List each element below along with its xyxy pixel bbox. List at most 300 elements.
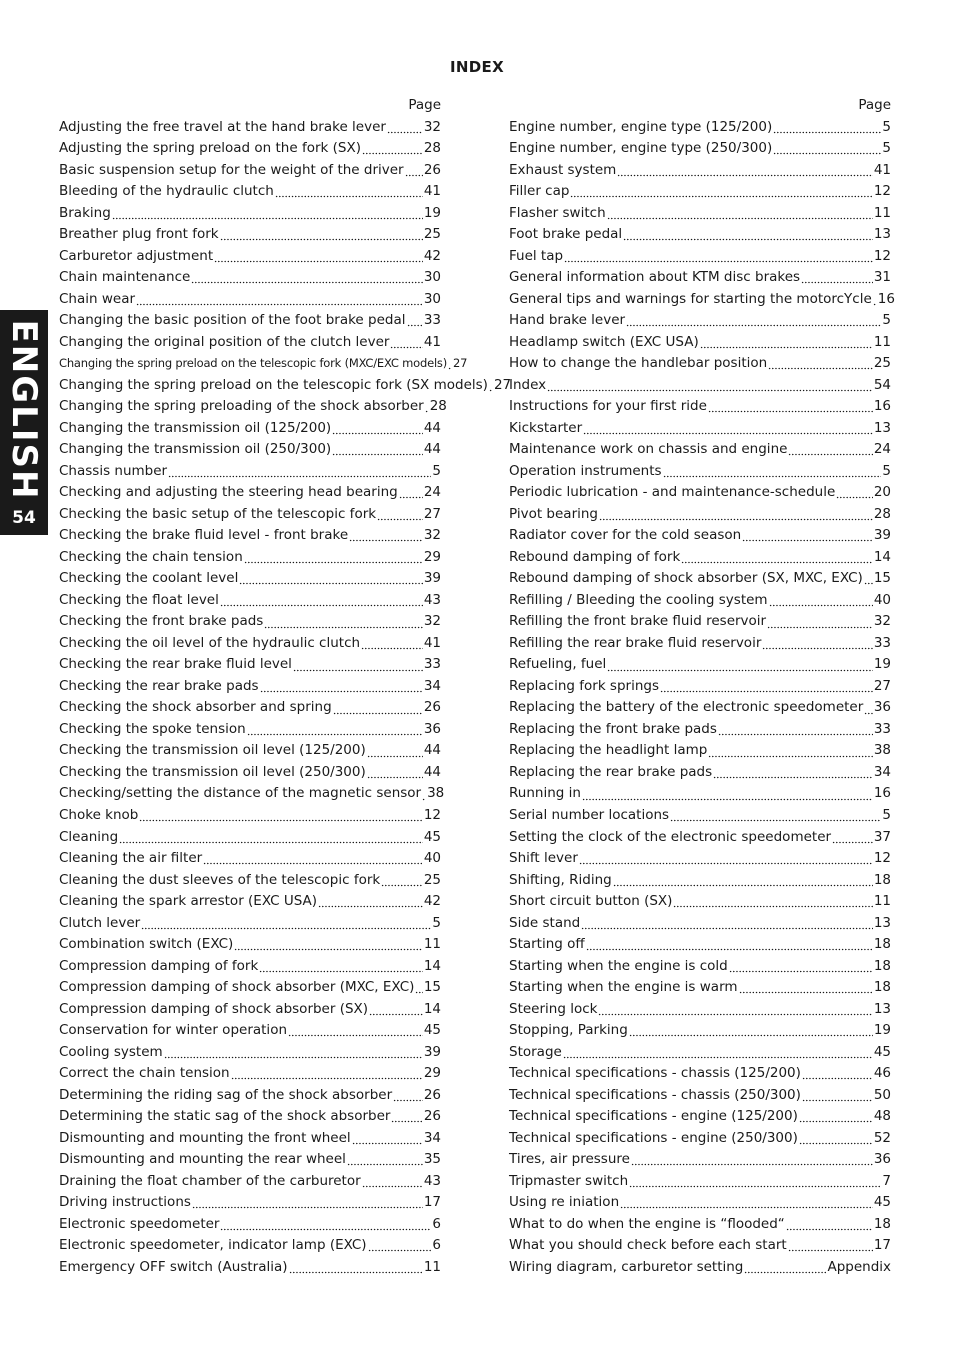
index-entry-text: Stopping, Parking [509, 1022, 628, 1039]
dot-leader [832, 840, 873, 844]
index-list-right [509, 117, 895, 1279]
index-entry [59, 504, 441, 526]
index-entry-text: Determining the riding sag of the shock absorber [59, 1086, 393, 1103]
index-entry-page: 41 [423, 183, 441, 200]
index-entry [59, 568, 441, 590]
dot-leader [264, 625, 422, 629]
dot-leader [390, 345, 422, 349]
index-entry [509, 827, 891, 849]
index-entry-page: 18 [873, 979, 891, 996]
dot-leader [393, 1098, 423, 1102]
dot-leader [773, 130, 881, 134]
index-entry-page: 11 [873, 893, 891, 910]
index-entry-page: 46 [873, 1065, 891, 1082]
index-entry [509, 999, 891, 1021]
index-entry [59, 848, 441, 870]
dot-leader [220, 238, 423, 242]
index-entry-text: What you should check before each start [509, 1237, 787, 1254]
index-entry-text: Changing the spring preload on the telescopic fork (MXC/EXC models) [59, 356, 448, 371]
index-entry-page: 5 [882, 118, 891, 135]
index-entry-text: Changing the basic position of the foot brake pedal [59, 312, 406, 329]
dot-leader [631, 1163, 873, 1167]
index-entry [59, 482, 441, 504]
index-entry-page: 18 [873, 957, 891, 974]
index-entry-page: 45 [873, 1043, 891, 1060]
dot-leader [405, 173, 423, 177]
dot-leader [407, 324, 423, 328]
index-entry [509, 913, 891, 935]
index-entry-page: 5 [882, 312, 891, 329]
dot-leader [768, 367, 873, 371]
index-entry-text: Electronic speedometer [59, 1215, 220, 1232]
index-entry-page: 24 [873, 441, 891, 458]
index-entry [509, 740, 891, 762]
dot-leader [617, 173, 872, 177]
index-entry-text: Maintenance work on chassis and engine [509, 441, 788, 458]
index-entry [509, 160, 891, 182]
index-entry [59, 246, 441, 268]
index-entry-page: 5 [432, 914, 441, 931]
index-entry [59, 1042, 441, 1064]
index-entry [509, 203, 891, 225]
dot-leader [332, 453, 423, 457]
dot-leader [729, 969, 873, 973]
index-entry [59, 181, 441, 203]
dot-leader [802, 1077, 873, 1081]
index-entry-text: Bleeding of the hydraulic clutch [59, 183, 274, 200]
index-entry [59, 525, 441, 547]
index-entry [59, 870, 441, 892]
index-entry [59, 332, 441, 354]
index-entry [509, 396, 891, 418]
language-label: ENGLISH [4, 319, 44, 501]
index-entry-text: Breather plug front fork [59, 226, 219, 243]
index-entry-page: 12 [873, 247, 891, 264]
dot-leader [332, 431, 423, 435]
index-entry-page: 39 [423, 570, 441, 587]
index-entry [509, 1020, 891, 1042]
dot-leader [660, 690, 873, 694]
index-entry-page: 44 [423, 419, 441, 436]
dot-leader [425, 410, 429, 414]
index-entry-text: Compression damping of shock absorber (SX) [59, 1000, 369, 1017]
dot-leader [381, 883, 423, 887]
index-entry [509, 762, 891, 784]
index-entry [509, 332, 891, 354]
index-entry-text: Basic suspension setup for the weight of the driver [59, 161, 404, 178]
index-entry-page: 37 [873, 828, 891, 845]
index-entry [509, 1235, 891, 1257]
dot-leader [570, 195, 872, 199]
index-entry-page: 19 [873, 1022, 891, 1039]
index-entry-text: Checking the shock absorber and spring [59, 699, 332, 716]
index-entry-page: 11 [423, 1258, 441, 1275]
index-entry [509, 1192, 891, 1214]
index-entry-page: 17 [873, 1237, 891, 1254]
page-column-header: Page [858, 97, 891, 113]
index-entry [59, 719, 441, 741]
index-entry [59, 611, 441, 633]
index-entry-text: Starting when the engine is cold [509, 957, 728, 974]
index-entry-text: Replacing the rear brake pads [509, 763, 713, 780]
index-entry [509, 1214, 891, 1236]
index-entry [509, 418, 891, 440]
index-entry-text: Cleaning the dust sleeves of the telescopic fork [59, 871, 381, 888]
index-entry-page: 35 [423, 1151, 441, 1168]
dot-leader [275, 195, 423, 199]
index-entry-text: Technical specifications - engine (125/200) [509, 1108, 798, 1125]
index-entry [59, 224, 441, 246]
dot-leader [352, 1141, 423, 1145]
index-entry-text: How to change the handlebar position [509, 355, 768, 372]
index-entry-text: Replacing the battery of the electronic speedometer [509, 699, 864, 716]
dot-leader [563, 1055, 873, 1059]
dot-leader [387, 130, 423, 134]
dot-leader [586, 948, 873, 952]
index-entry [509, 1171, 891, 1193]
index-entry-page: 54 [873, 376, 891, 393]
index-entry-text: Foot brake pedal [509, 226, 623, 243]
index-entry-text: Shifting, Riding [509, 871, 612, 888]
index-entry [509, 676, 891, 698]
dot-leader [203, 862, 423, 866]
index-entry-text: Determining the static sag of the shock absorber [59, 1108, 391, 1125]
index-entry-text: Refilling the rear brake fluid reservoir [509, 634, 762, 651]
index-entry-page: 26 [423, 699, 441, 716]
index-entry-text: Setting the clock of the electronic speedometer [509, 828, 832, 845]
index-entry [509, 1042, 891, 1064]
dot-leader [607, 668, 873, 672]
index-entry-page: 5 [882, 462, 891, 479]
index-entry-page: 28 [423, 140, 441, 157]
index-entry-page: 41 [423, 634, 441, 651]
index-entry-page: 45 [423, 828, 441, 845]
index-entry [59, 418, 441, 440]
index-entry-page: 14 [873, 548, 891, 565]
index-entry-page: 19 [873, 656, 891, 673]
index-entry-page: 25 [423, 226, 441, 243]
index-entry-page: 38 [873, 742, 891, 759]
index-entry-page: 45 [873, 1194, 891, 1211]
index-entry [59, 697, 441, 719]
index-entry-text: Shift lever [509, 850, 578, 867]
page-column-header: Page [408, 97, 441, 113]
index-entry [59, 547, 441, 569]
index-entry-page: 44 [423, 441, 441, 458]
dot-leader [673, 905, 872, 909]
index-entry [509, 977, 891, 999]
index-entry [59, 461, 441, 483]
index-entry-page: 11 [873, 333, 891, 350]
index-entry [59, 1192, 441, 1214]
index-entry [59, 934, 441, 956]
index-entry-page: 13 [873, 419, 891, 436]
dot-leader [377, 518, 423, 522]
index-entry-text: Checking the transmission oil level (125/200) [59, 742, 366, 759]
index-entry [59, 289, 441, 311]
index-entry [59, 740, 441, 762]
index-entry [509, 246, 891, 268]
dot-leader [836, 496, 873, 500]
dot-leader [583, 431, 873, 435]
index-entry-text: Checking the oil level of the hydraulic clutch [59, 634, 361, 651]
index-entry-page: 36 [423, 720, 441, 737]
index-entry-text: Checking the rear brake fluid level [59, 656, 292, 673]
index-entry [59, 977, 441, 999]
dot-leader [367, 776, 423, 780]
index-entry-page: 30 [423, 269, 441, 286]
dot-leader [448, 367, 452, 371]
index-entry-page: 7 [882, 1172, 891, 1189]
index-entry-text: Refilling the front brake fluid reservoir [509, 613, 767, 630]
page-number: 54 [12, 508, 36, 528]
dot-leader [767, 625, 873, 629]
dot-leader [259, 969, 423, 973]
index-entry-text: Periodic lubrication - and maintenance-schedule [509, 484, 836, 501]
index-entry-text: Using re iniation [509, 1194, 620, 1211]
index-entry-page: 15 [873, 570, 891, 587]
dot-leader [700, 345, 873, 349]
dot-leader [623, 238, 873, 242]
index-entry-text: Replacing fork springs [509, 677, 659, 694]
index-entry-text: Checking the rear brake pads [59, 677, 259, 694]
index-entry-text: Chain maintenance [59, 269, 191, 286]
dot-leader [802, 1098, 873, 1102]
dot-leader [581, 926, 873, 930]
index-entry-text: Correct the chain tension [59, 1065, 230, 1082]
index-entry-text: Emergency OFF switch (Australia) [59, 1258, 288, 1275]
index-entry-page: 26 [423, 1108, 441, 1125]
index-entry [59, 1063, 441, 1085]
index-entry [509, 654, 891, 676]
index-entry-text: Dismounting and mounting the rear wheel [59, 1151, 346, 1168]
index-entry-page: 26 [423, 1086, 441, 1103]
index-entry-text: Changing the spring preloading of the shock absorber [59, 398, 424, 415]
index-entry [59, 1106, 441, 1128]
index-entry-page: 34 [873, 763, 891, 780]
index-entry-page: 18 [873, 1215, 891, 1232]
index-entry-page: 43 [423, 1172, 441, 1189]
index-entry [59, 891, 441, 913]
index-entry [509, 590, 891, 612]
dot-leader [607, 216, 873, 220]
index-entry-page: 42 [423, 893, 441, 910]
index-entry-text: Checking the chain tension [59, 548, 243, 565]
index-entry-text: Checking the brake fluid level - front brake [59, 527, 349, 544]
dot-leader [564, 259, 873, 263]
index-entry-text: Rebound damping of shock absorber (SX, MXC, EXC) [509, 570, 863, 587]
index-entry-page: 27 [423, 505, 441, 522]
index-entry [59, 805, 441, 827]
dot-leader [239, 582, 422, 586]
dot-leader [799, 1141, 873, 1145]
index-entry-text: Checking/setting the distance of the magnetic sensor [59, 785, 422, 802]
index-entry [509, 310, 891, 332]
dot-leader [799, 1120, 873, 1124]
dot-leader [744, 1271, 826, 1275]
index-entry-page: 39 [873, 527, 891, 544]
index-entry-text: Rebound damping of fork [509, 548, 681, 565]
index-entry-page: 13 [873, 914, 891, 931]
index-entry-text: Operation instruments [509, 462, 662, 479]
dot-leader [620, 1206, 873, 1210]
index-entry-text: Adjusting the free travel at the hand brake lever [59, 118, 386, 135]
index-list-left [59, 117, 512, 1279]
dot-leader [629, 1185, 881, 1189]
index-entry-page: 15 [423, 979, 441, 996]
index-entry [509, 461, 891, 483]
dot-leader [347, 1163, 423, 1167]
index-entry [59, 1085, 441, 1107]
index-entry-text: Running in [509, 785, 581, 802]
index-entry-page: 36 [873, 1151, 891, 1168]
index-entry-page: 27 [453, 356, 468, 371]
index-entry-text: Short circuit button (SX) [509, 893, 673, 910]
index-entry-text: Serial number locations [509, 807, 670, 823]
index-entry [59, 1020, 441, 1042]
dot-leader [681, 561, 873, 565]
dot-leader [399, 496, 423, 500]
dot-leader [762, 647, 872, 651]
index-entry-page: 44 [423, 763, 441, 780]
index-entry-text: Refilling / Bleeding the cooling system [509, 591, 768, 608]
dot-leader [231, 1077, 423, 1081]
index-entry-text: Braking [59, 204, 111, 221]
index-entry-page: 13 [873, 1000, 891, 1017]
index-entry [509, 1085, 891, 1107]
dot-leader [289, 1271, 423, 1275]
index-entry [509, 611, 891, 633]
index-entry-page: 32 [423, 613, 441, 630]
index-entry-page: 29 [423, 548, 441, 565]
index-entry-text: Checking and adjusting the steering head bearing [59, 484, 398, 501]
index-entry-page: 32 [423, 527, 441, 544]
index-entry [59, 827, 441, 849]
index-entry-page: 16 [873, 785, 891, 802]
index-entry [509, 1257, 891, 1279]
index-entry [59, 1149, 441, 1171]
index-entry-page: 34 [423, 1129, 441, 1146]
dot-leader [214, 259, 423, 263]
index-entry-page: 25 [423, 871, 441, 888]
index-entry-page: 39 [423, 1043, 441, 1060]
index-entry-text: Choke knob [59, 807, 139, 823]
index-entry-text: Checking the basic setup of the telescopic fork [59, 505, 377, 522]
dot-leader [361, 647, 423, 651]
index-entry-text: Compression damping of shock absorber (MXC, EXC) [59, 979, 415, 996]
index-entry-page: 48 [873, 1108, 891, 1125]
index-entry-page: 32 [423, 118, 441, 135]
index-entry [59, 160, 441, 182]
index-entry-page: 38 [427, 785, 445, 802]
index-entry-page: 44 [423, 742, 441, 759]
index-entry-page: 5 [882, 807, 891, 823]
index-entry-page: 52 [873, 1129, 891, 1146]
index-entry-page: 19 [423, 204, 441, 221]
index-entry [509, 181, 891, 203]
index-entry-page: 16 [873, 398, 891, 415]
index-entry-page: 24 [423, 484, 441, 501]
index-entry [59, 138, 441, 160]
index-entry-text: Refueling, fuel [509, 656, 607, 673]
index-entry-page: 20 [873, 484, 891, 501]
index-entry-page: 42 [423, 247, 441, 264]
index-entry-page: 41 [423, 333, 441, 350]
index-entry-text: Checking the front brake pads [59, 613, 264, 630]
index-entry-text: Filler cap [509, 183, 570, 200]
index-entry-text: Engine number, engine type (125/200) [509, 118, 773, 135]
dot-leader [141, 926, 431, 930]
index-entry-text: Changing the transmission oil (250/300) [59, 441, 332, 458]
index-entry-page: 31 [873, 269, 891, 286]
index-entry-text: Replacing the front brake pads [509, 720, 717, 737]
dot-leader [663, 475, 882, 479]
index-entry-text: Checking the coolant level [59, 570, 239, 587]
index-entry-text: Replacing the headlight lamp [509, 742, 708, 759]
dot-leader [112, 216, 423, 220]
index-entry-text: Tripmaster switch [509, 1172, 629, 1189]
index-entry [509, 633, 891, 655]
index-entry-text: Combination switch (EXC) [59, 936, 234, 953]
dot-leader [191, 281, 423, 285]
index-entry-page: 18 [873, 936, 891, 953]
index-entry-text: Headlamp switch (EXC USA) [509, 333, 699, 350]
index-entry-page: 33 [873, 720, 891, 737]
index-entry [59, 439, 441, 461]
index-entry [59, 999, 441, 1021]
index-entry [59, 676, 441, 698]
index-entry [509, 138, 891, 160]
index-entry-page: 33 [873, 634, 891, 651]
index-entry-page: 12 [873, 850, 891, 867]
index-entry-page: 18 [873, 871, 891, 888]
index-entry [509, 870, 891, 892]
index-entry-page: 50 [873, 1086, 891, 1103]
index-entry-page: 28 [429, 398, 447, 415]
index-entry-text: Hand brake lever [509, 312, 626, 329]
index-entry-text: Kickstarter [509, 419, 583, 436]
index-entry [509, 891, 891, 913]
index-entry [59, 783, 445, 805]
index-entry [509, 697, 891, 719]
index-entry-page: 29 [423, 1065, 441, 1082]
index-entry [509, 117, 891, 139]
index-entry-page: 27 [873, 677, 891, 694]
index-column-right [509, 95, 895, 1278]
index-entry [509, 805, 891, 827]
dot-leader [318, 905, 423, 909]
index-entry-text: Radiator cover for the cold season [509, 527, 742, 544]
index-entry-page: 32 [873, 613, 891, 630]
dot-leader [582, 797, 873, 801]
dot-leader [579, 862, 873, 866]
index-entry-page: 36 [873, 699, 891, 716]
index-entry-text: Changing the transmission oil (125/200) [59, 419, 332, 436]
index-entry-text: Checking the transmission oil level (250/300) [59, 763, 366, 780]
dot-leader [367, 754, 423, 758]
index-entry-page: 45 [423, 1022, 441, 1039]
dot-leader [769, 604, 873, 608]
index-entry [509, 1149, 891, 1171]
index-entry [509, 525, 891, 547]
index-entry-page: 27 [493, 376, 512, 393]
index-entry-text: Cleaning the air filter [59, 850, 203, 867]
dot-leader [873, 302, 877, 306]
index-entry [509, 267, 891, 289]
dot-leader [368, 1249, 432, 1253]
index-entry-page: 13 [873, 226, 891, 243]
index-entry [59, 956, 441, 978]
